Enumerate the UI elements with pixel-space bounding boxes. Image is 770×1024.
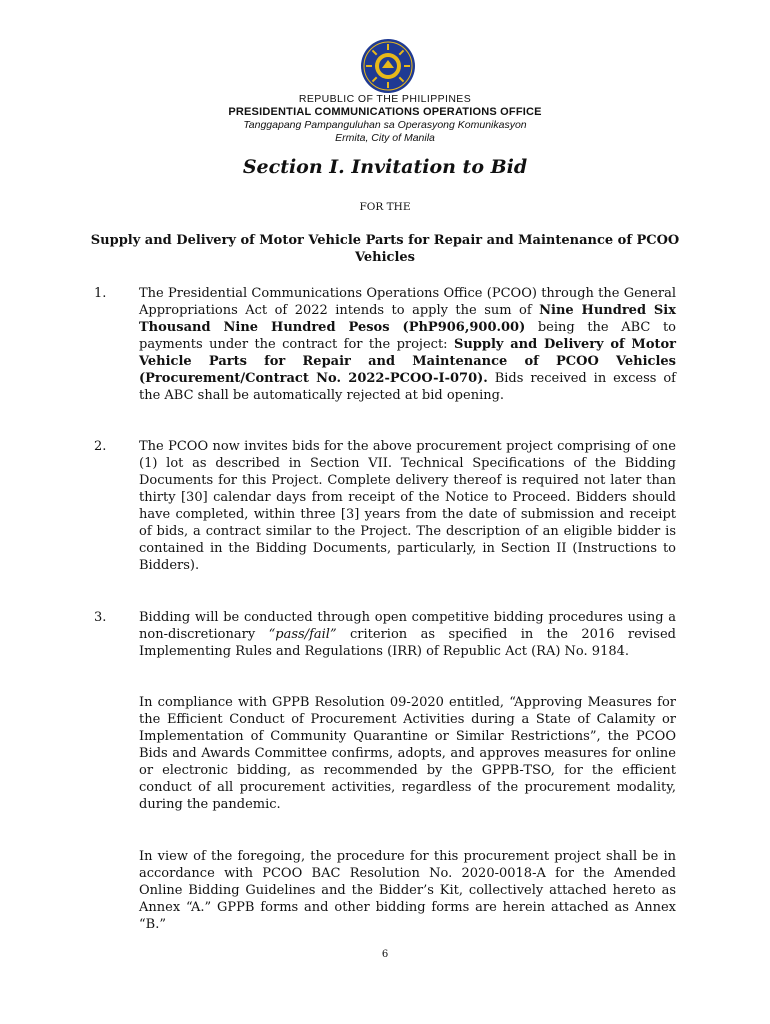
item-2-number: 2. — [94, 439, 107, 454]
item-1-paragraph — [139, 285, 676, 404]
item-2-paragraph: The PCOO now invites bids for the above procurement project comprising of one (1) lot as described in Section VII. Technical Specifications of the Bidding Documents for this Project. Complete delivery thereof is required not later than thirty [30] calendar days from receipt of the Notice to Proceed. Bidders should have completed, within three [3] years from the date of submission and receipt of bids, a contract similar to the Project. The description of an eligible bidder is contained in the Bidding Documents, particularly, in Section II (Instructions to Bidders). — [139, 439, 676, 573]
item-3-number: 3. — [94, 610, 107, 625]
item-3-paragraph-3: In view of the foregoing, the procedure for this procurement project shall be in accordance with PCOO BAC Resolution No. 2020-0018-A for the Amended Online Bidding Guidelines and the Bidder’s Kit, collectively attached hereto as Annex “A.” GPPB forms and other bidding forms are herein attached as Annex “B.” — [139, 849, 676, 932]
item-3-text-a: Bidding will be conducted through open competitive bidding procedures using a non-discretionary — [139, 610, 676, 642]
for-the-label: FOR THE — [359, 201, 411, 213]
header-tagalog: Tanggapang Pampanguluhan sa Operasyong Komunikasyon — [243, 119, 527, 131]
item-1-text-b: being the ABC to payments under the contract for the project: — [139, 320, 676, 352]
item-3-pass-fail: “pass/fail” — [268, 627, 337, 642]
header-city: Ermita, City of Manila — [335, 132, 435, 144]
header-republic: REPUBLIC OF THE PHILIPPINES — [298, 93, 472, 105]
project-title: Supply and Delivery of Motor Vehicle Parts for Repair and Maintenance of PCOO Vehicles — [90, 233, 680, 265]
header-office: PRESIDENTIAL COMMUNICATIONS OPERATIONS OFFICE — [228, 106, 542, 118]
item-1-text-a: The Presidential Communications Operations Office (PCOO) through the General Appropriations Act of 2022 intends to apply the sum of — [139, 286, 676, 318]
item-3-text-b: criterion as specified in the 2016 revised Implementing Rules and Regulations (IRR) of Republic Act (RA) No. 9184. — [139, 627, 676, 659]
page-number: 6 — [381, 949, 389, 960]
item-1-number: 1. — [94, 286, 107, 301]
pcoo-seal-logo — [360, 38, 416, 94]
item-1-amount: Nine Hundred Six Thousand Nine Hundred Pesos (PhP906,900.00) — [139, 303, 676, 335]
section-title: Section I. Invitation to Bid — [242, 156, 528, 178]
item-3-paragraph-2: In compliance with GPPB Resolution 09-2020 entitled, “Approving Measures for the Efficient Conduct of Procurement Activities during a State of Calamity or Implementation of Community Quarantine or Similar Restrictions”, the PCOO Bids and Awards Committee confirms, adopts, and approves measures for online or electronic bidding, as recommended by the GPPB-TSO, for the efficient conduct of all procurement activities, regardless of the procurement modality, during the pandemic. — [139, 695, 676, 812]
item-3-paragraph — [139, 609, 676, 660]
item-1-text-c: Bids received in excess of the ABC shall be automatically rejected at bid opening. — [139, 371, 676, 403]
item-1-project-name: Supply and Delivery of Motor Vehicle Parts for Repair and Maintenance of PCOO Vehicles (Procurement/Contract No. 2022-PCOO-I-070). — [139, 337, 677, 386]
